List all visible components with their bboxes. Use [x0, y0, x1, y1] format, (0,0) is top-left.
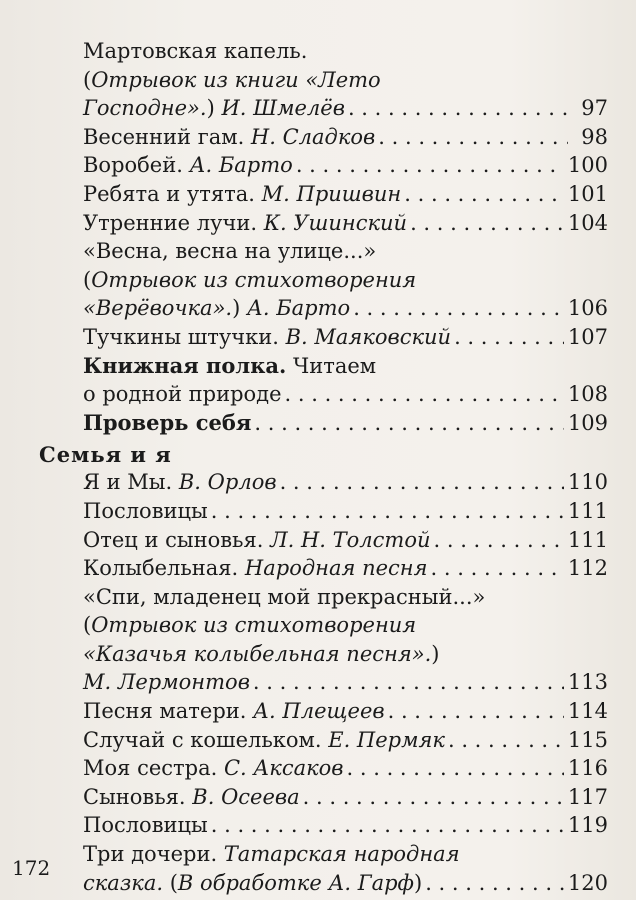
page-number: 172	[12, 856, 51, 880]
toc-page-number: 100	[567, 153, 608, 178]
toc-page-number: 117	[567, 784, 608, 809]
title-text: «Спи, младенец мой прекрасный...»	[83, 584, 486, 609]
author-or-note-text: А. Барто	[246, 296, 351, 321]
dot-leader	[431, 554, 564, 583]
dot-leader	[348, 94, 568, 123]
author-or-note-text: Отрывок из стихотворения	[91, 267, 417, 292]
dot-leader	[253, 668, 564, 697]
toc-page-number: 111	[567, 498, 608, 523]
toc-entry	[83, 294, 608, 323]
toc-entry	[83, 352, 608, 381]
dot-leader	[404, 180, 564, 209]
toc-entry-text	[83, 754, 344, 783]
toc-entry	[83, 754, 608, 783]
author-or-note-text: А. Плещеев	[253, 699, 385, 724]
toc-list-spring	[83, 37, 608, 437]
toc-entry-text	[83, 94, 345, 123]
dot-leader	[410, 209, 564, 238]
toc-page-number: 116	[567, 756, 608, 781]
author-or-note-text: Татарская народная	[223, 842, 460, 867]
author-or-note-text: А. Барто	[189, 153, 293, 178]
author-or-note-text: Народная песня	[244, 556, 428, 581]
dot-leader	[211, 497, 564, 526]
dot-leader	[296, 151, 564, 180]
toc-entry	[83, 237, 608, 266]
toc-entry-text	[83, 180, 401, 209]
toc-page-number: 114	[567, 699, 608, 724]
toc-page-number: 112	[567, 556, 608, 581]
toc-entry	[83, 611, 608, 640]
author-or-note-text: Л. Н. Толстой	[270, 527, 431, 552]
toc-entry-text	[83, 697, 385, 726]
toc-page-number: 104	[567, 210, 608, 235]
title-text: Ребята и утята.	[83, 181, 262, 206]
author-or-note-text: И. Шмелёв	[221, 96, 345, 121]
toc-entry	[83, 180, 608, 209]
toc-entry-text	[83, 468, 277, 497]
title-text: (	[83, 267, 92, 292]
toc-page-number: 120	[567, 870, 608, 895]
title-text: «Весна, весна на улице...»	[83, 239, 377, 264]
toc-entry-text	[83, 640, 440, 669]
title-text: Я и Мы.	[83, 470, 179, 495]
author-or-note-text: сказка.	[83, 870, 164, 895]
title-text: )	[431, 641, 440, 666]
toc-entry-text	[83, 37, 307, 66]
title-text: )	[414, 870, 423, 895]
toc-entry-text	[83, 151, 293, 180]
dot-leader	[303, 783, 564, 812]
author-or-note-text: «Казачья колыбельная песня».	[83, 641, 432, 666]
author-or-note-text: Господне».	[83, 96, 207, 121]
toc-entry-text	[83, 726, 445, 755]
title-text: (	[83, 67, 92, 92]
toc-entry	[83, 726, 608, 755]
toc-entry	[83, 554, 608, 583]
toc-entry	[83, 323, 608, 352]
toc-entry-text	[83, 554, 428, 583]
toc-entry-text	[83, 497, 208, 526]
toc-entry-text	[83, 611, 416, 640]
toc-entry-text	[83, 783, 300, 812]
toc-entry-text	[83, 840, 460, 869]
toc-entry	[83, 668, 608, 697]
title-text: Сыновья.	[83, 784, 193, 809]
toc-entry	[83, 94, 608, 123]
toc-entry-text	[83, 66, 381, 95]
dot-leader	[254, 409, 564, 438]
toc-entry-text	[83, 668, 250, 697]
dot-leader	[285, 380, 564, 409]
dot-leader	[353, 294, 564, 323]
toc-entry	[83, 840, 608, 869]
toc-page-number: 108	[567, 382, 608, 407]
toc-page-number: 110	[567, 470, 608, 495]
author-or-note-text: М. Лермонтов	[83, 670, 250, 695]
toc-entry-text	[83, 352, 376, 381]
toc-entry	[83, 123, 608, 152]
toc-page-number: 101	[567, 181, 608, 206]
toc-page-number: 109	[567, 410, 608, 435]
author-or-note-text: Н. Сладков	[250, 124, 376, 149]
author-or-note-text: Е. Пермяк	[328, 727, 445, 752]
toc-entry-text	[83, 266, 416, 295]
dot-leader	[434, 526, 564, 555]
title-text: Отец и сыновья.	[83, 527, 271, 552]
toc-entry	[83, 37, 608, 66]
section-title: Семья и я	[39, 442, 172, 468]
bold-heading-text: Книжная полка.	[83, 352, 287, 378]
author-or-note-text: В. Орлов	[178, 470, 277, 495]
title-text: Мартовская капель.	[83, 39, 308, 63]
toc-entry-text	[83, 583, 485, 612]
toc-list-family	[83, 468, 608, 897]
toc-entry	[83, 468, 608, 497]
toc-entry	[83, 583, 608, 612]
title-text: (	[83, 613, 92, 638]
author-or-note-text: М. Пришвин	[261, 181, 402, 206]
author-or-note-text: Отрывок из книги «Лето	[91, 67, 381, 92]
toc-entry-text	[83, 237, 376, 266]
dot-leader	[347, 754, 564, 783]
title-text: Песня матери.	[83, 699, 254, 724]
title-text: Моя сестра.	[83, 756, 224, 781]
toc-page-number: 113	[567, 670, 608, 695]
toc-entry-text	[83, 323, 451, 352]
author-or-note-text: Отрывок из стихотворения	[91, 613, 417, 638]
bold-heading-text: Проверь себя	[83, 409, 252, 435]
toc-page-number: 97	[581, 96, 608, 121]
dot-leader	[454, 323, 564, 352]
title-text: Случай с кошельком.	[83, 727, 329, 752]
toc-page-number: 111	[567, 527, 608, 552]
toc-entry-text	[83, 123, 375, 152]
title-text: )	[232, 296, 247, 321]
toc-entry	[83, 266, 608, 295]
title-text: Воробей.	[83, 153, 190, 178]
title-text: (	[163, 870, 178, 895]
title-text: Читаем	[286, 353, 377, 378]
dot-leader	[448, 726, 564, 755]
title-text: Утренние лучи.	[83, 210, 264, 235]
toc-page-number: 115	[567, 727, 608, 752]
author-or-note-text: К. Ушинский	[263, 210, 408, 235]
toc-entry-text	[83, 869, 422, 898]
author-or-note-text: В. Осеева	[192, 784, 300, 809]
dot-leader	[280, 468, 564, 497]
dot-leader	[378, 123, 568, 152]
table-of-contents	[39, 37, 608, 897]
toc-page-number: 107	[567, 324, 608, 349]
toc-entry	[83, 869, 608, 898]
title-text: о родной природе	[83, 382, 282, 407]
toc-entry-text	[83, 409, 251, 438]
dot-leader	[388, 697, 564, 726]
author-or-note-text: В. Маяковский	[285, 324, 452, 349]
author-or-note-text: «Верёвочка».	[83, 296, 233, 321]
author-or-note-text: С. Аксаков	[223, 756, 344, 781]
dot-leader	[211, 811, 564, 840]
toc-entry-text	[83, 209, 407, 238]
title-text: Пословицы	[83, 813, 208, 838]
toc-entry-text	[83, 811, 208, 840]
dot-leader	[425, 869, 564, 898]
toc-entry-text	[83, 380, 282, 409]
toc-entry	[83, 209, 608, 238]
title-text: Весенний гам.	[83, 124, 251, 149]
toc-entry	[83, 783, 608, 812]
toc-entry	[83, 811, 608, 840]
title-text: Пословицы	[83, 498, 208, 523]
toc-page-number: 106	[567, 296, 608, 321]
toc-entry-text	[83, 526, 431, 555]
title-text: Тучкины штучки.	[83, 324, 286, 349]
toc-entry	[83, 526, 608, 555]
author-or-note-text: В обработке А. Гарф	[177, 870, 414, 895]
toc-entry	[83, 380, 608, 409]
toc-entry-text	[83, 294, 350, 323]
toc-entry	[83, 66, 608, 95]
title-text: Колыбельная.	[83, 556, 245, 581]
toc-page-number: 98	[581, 124, 608, 149]
title-text: )	[206, 96, 222, 121]
toc-page-number: 119	[567, 813, 608, 838]
toc-entry	[83, 497, 608, 526]
toc-entry	[83, 640, 608, 669]
toc-entry	[83, 409, 608, 438]
toc-entry	[83, 151, 608, 180]
title-text: Три дочери.	[83, 842, 224, 867]
toc-entry	[83, 697, 608, 726]
